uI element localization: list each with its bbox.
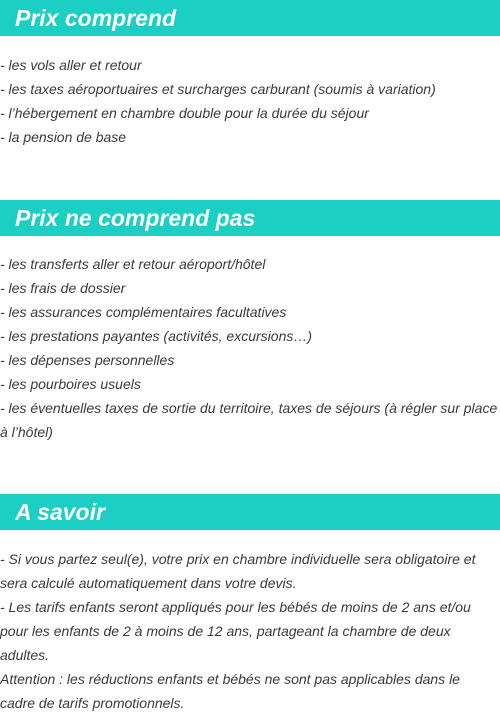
list-item: - les dépenses personnelles bbox=[0, 352, 175, 368]
section-title: Prix comprend bbox=[15, 5, 177, 31]
list-item: - Si vous partez seul(e), votre prix en chambre individuelle sera obligatoire et sera calculé automatiquement dans votre devis. bbox=[0, 551, 476, 591]
list-item: - les frais de dossier bbox=[0, 280, 126, 296]
section-title: A savoir bbox=[15, 499, 105, 525]
list-item: - les assurances complémentaires facultatives bbox=[0, 304, 287, 320]
list-item: - l’hébergement en chambre double pour la durée du séjour bbox=[0, 105, 369, 121]
list-item: - les pourboires usuels bbox=[0, 376, 141, 392]
list-item: - Les tarifs enfants seront appliqués pour les bébés de moins de 2 ans et/ou pour les enfants de 2 à moins de 12 ans, partageant la chambre de deux adultes. bbox=[0, 599, 471, 663]
list-item: - les transferts aller et retour aéroport/hôtel bbox=[0, 256, 266, 272]
section-title: Prix ne comprend pas bbox=[15, 205, 256, 231]
list-item: - les prestations payantes (activités, excursions…) bbox=[0, 328, 313, 344]
info-list bbox=[0, 547, 500, 715]
section-header-a-savoir bbox=[0, 494, 500, 530]
list-item: - les vols aller et retour bbox=[0, 57, 142, 73]
list-item: - les taxes aéroportuaires et surcharges carburant (soumis à variation) bbox=[0, 81, 436, 97]
list-item: - la pension de base bbox=[0, 129, 127, 145]
list-item: - les éventuelles taxes de sortie du territoire, taxes de séjours (à régler sur place à l’hôtel) bbox=[0, 400, 498, 440]
excluded-list bbox=[0, 252, 500, 444]
list-item: Attention : les réductions enfants et bébés ne sont pas applicables dans le cadre de tarifs promotionnels. bbox=[0, 671, 460, 711]
section-header-prix-comprend bbox=[0, 0, 500, 36]
section-header-prix-ne-comprend-pas bbox=[0, 200, 500, 236]
included-list bbox=[0, 53, 500, 149]
